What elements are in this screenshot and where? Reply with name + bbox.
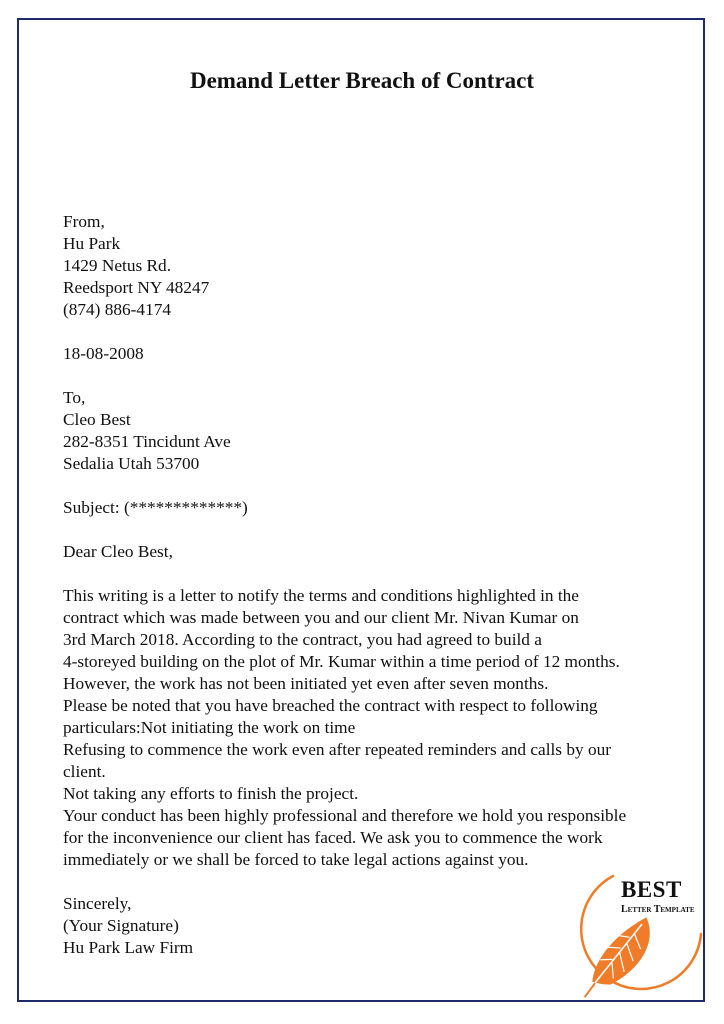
signature-placeholder: (Your Signature) <box>63 916 179 935</box>
body-line: particulars:Not initiating the work on time <box>63 718 356 737</box>
body-line: Not taking any efforts to finish the project. <box>63 784 359 803</box>
body-line: immediately or we shall be forced to take legal actions against you. <box>63 850 529 869</box>
sender-name: Hu Park <box>63 234 121 253</box>
sender-address-line1: 1429 Netus Rd. <box>63 256 172 275</box>
recipient-name: Cleo Best <box>63 410 131 429</box>
recipient-address-line1: 282-8351 Tincidunt Ave <box>63 432 231 451</box>
body-line: Please be noted that you have breached the contract with respect to following <box>63 696 598 715</box>
document-title: Demand Letter Breach of Contract <box>189 68 535 93</box>
from-label: From, <box>63 212 105 231</box>
recipient-address-line2: Sedalia Utah 53700 <box>63 454 200 473</box>
body-line: client. <box>63 762 106 781</box>
subject-line: Subject: (*************) <box>63 498 248 517</box>
sender-phone: (874) 886-4174 <box>63 300 171 319</box>
body-line: Refusing to commence the work even after repeated reminders and calls by our <box>63 740 611 759</box>
to-label: To, <box>63 388 86 407</box>
firm-name: Hu Park Law Firm <box>63 938 194 957</box>
salutation: Dear Cleo Best, <box>63 542 173 561</box>
logo-tagline-text: Letter Template <box>621 904 695 915</box>
letter-date: 18-08-2008 <box>63 344 144 363</box>
body-line: Your conduct has been highly professional and therefore we hold you responsible <box>63 806 627 825</box>
sign-off: Sincerely, <box>63 894 132 913</box>
body-line: for the inconvenience our client has faced. We ask you to commence the work <box>63 828 603 847</box>
sender-address-line2: Reedsport NY 48247 <box>63 278 210 297</box>
body-line: However, the work has not been initiated yet even after seven months. <box>63 674 549 693</box>
body-line: 3rd March 2018. According to the contract, you had agreed to build a <box>63 630 542 649</box>
body-line: contract which was made between you and our client Mr. Nivan Kumar on <box>63 608 579 627</box>
body-line: This writing is a letter to notify the terms and conditions highlighted in the <box>63 586 579 605</box>
logo-brand-text: BEST <box>621 877 682 902</box>
body-line: 4-storeyed building on the plot of Mr. Kumar within a time period of 12 months. <box>63 652 620 671</box>
